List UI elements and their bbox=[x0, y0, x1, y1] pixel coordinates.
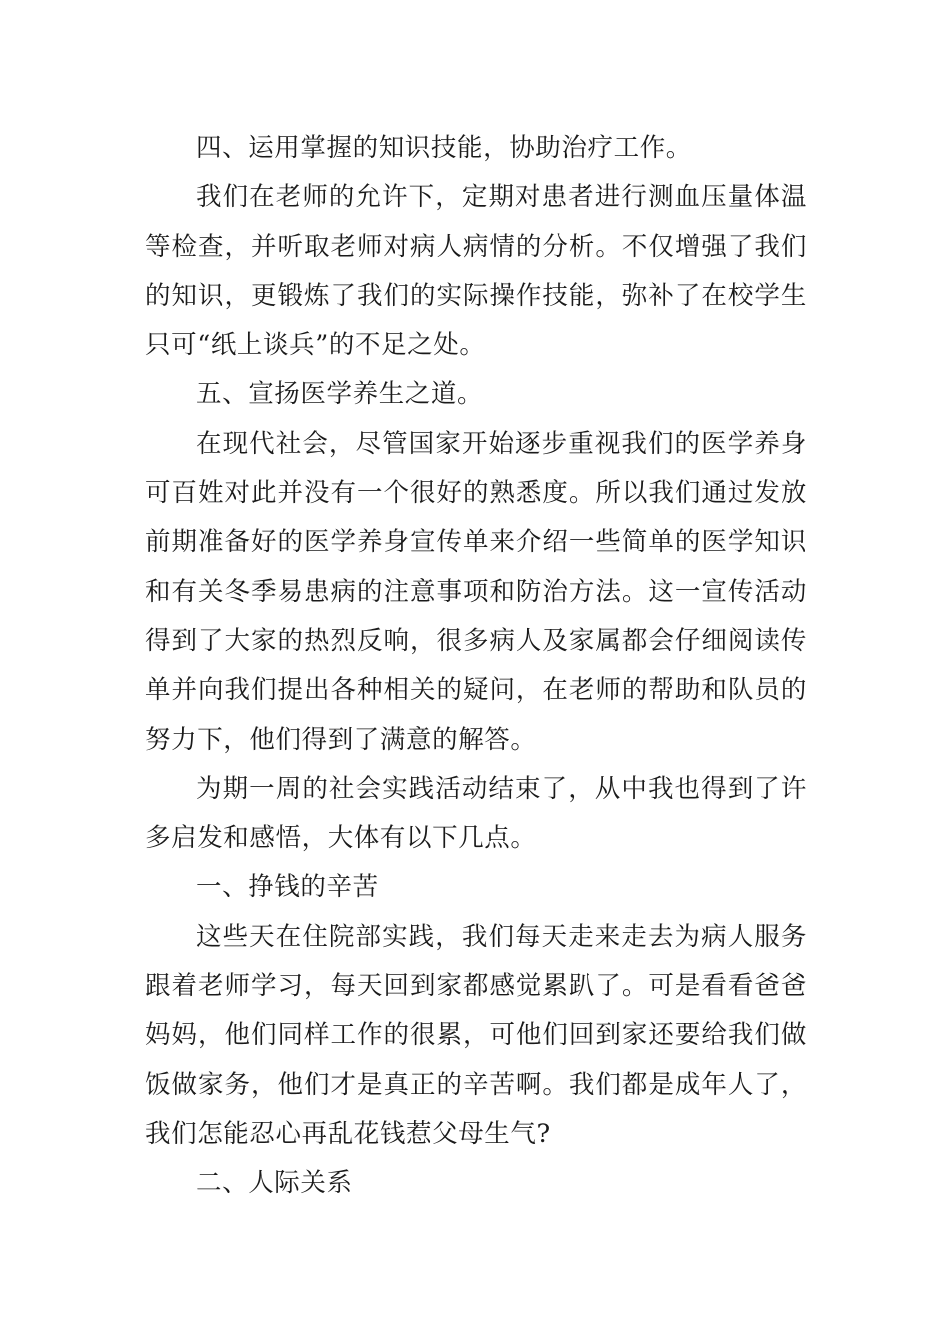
document-body bbox=[145, 124, 807, 1209]
paragraph-assist-treatment: 我们在老师的允许下，定期对患者进行测血压量体温等检查，并听取老师对病人病情的分析。不仅增强了我们的知识，更锻炼了我们的实际操作技能，弥补了在校学生只可“纸上谈兵”的不足之处。 bbox=[145, 182, 807, 361]
section-heading-one: 一、挣钱的辛苦 bbox=[196, 872, 379, 903]
paragraph-health-promotion: 在现代社会，尽管国家开始逐步重视我们的医学养身可百姓对此并没有一个很好的熟悉度。所以我们通过发放前期准备好的医学养身宣传单来介绍一些简单的医学知识和有关冬季易患病的注意事项和防治方法。这一宣传活动得到了大家的热烈反响，很多病人及家属都会仔细阅读传单并向我们提出各种相关的疑问，在老师的帮助和队员的努力下，他们得到了满意的解答。 bbox=[145, 428, 807, 755]
section-heading-four: 四、运用掌握的知识技能，协助治疗工作。 bbox=[196, 133, 692, 163]
section-heading-two: 二、人际关系 bbox=[196, 1168, 353, 1199]
paragraph-earning-hardship: 这些天在住院部实践，我们每天走来走去为病人服务跟着老师学习，每天回到家都感觉累趴了。可是看看爸爸妈妈，他们同样工作的很累，可他们回到家还要给我们做饭做家务，他们才是真正的辛苦啊。我们都是成年人了，我们怎能忍心再乱花钱惹父母生气? bbox=[145, 921, 807, 1149]
paragraph-summary-intro: 为期一周的社会实践活动结束了，从中我也得到了许多启发和感悟，大体有以下几点。 bbox=[145, 773, 807, 854]
section-heading-five: 五、宣扬医学养生之道。 bbox=[196, 379, 484, 410]
